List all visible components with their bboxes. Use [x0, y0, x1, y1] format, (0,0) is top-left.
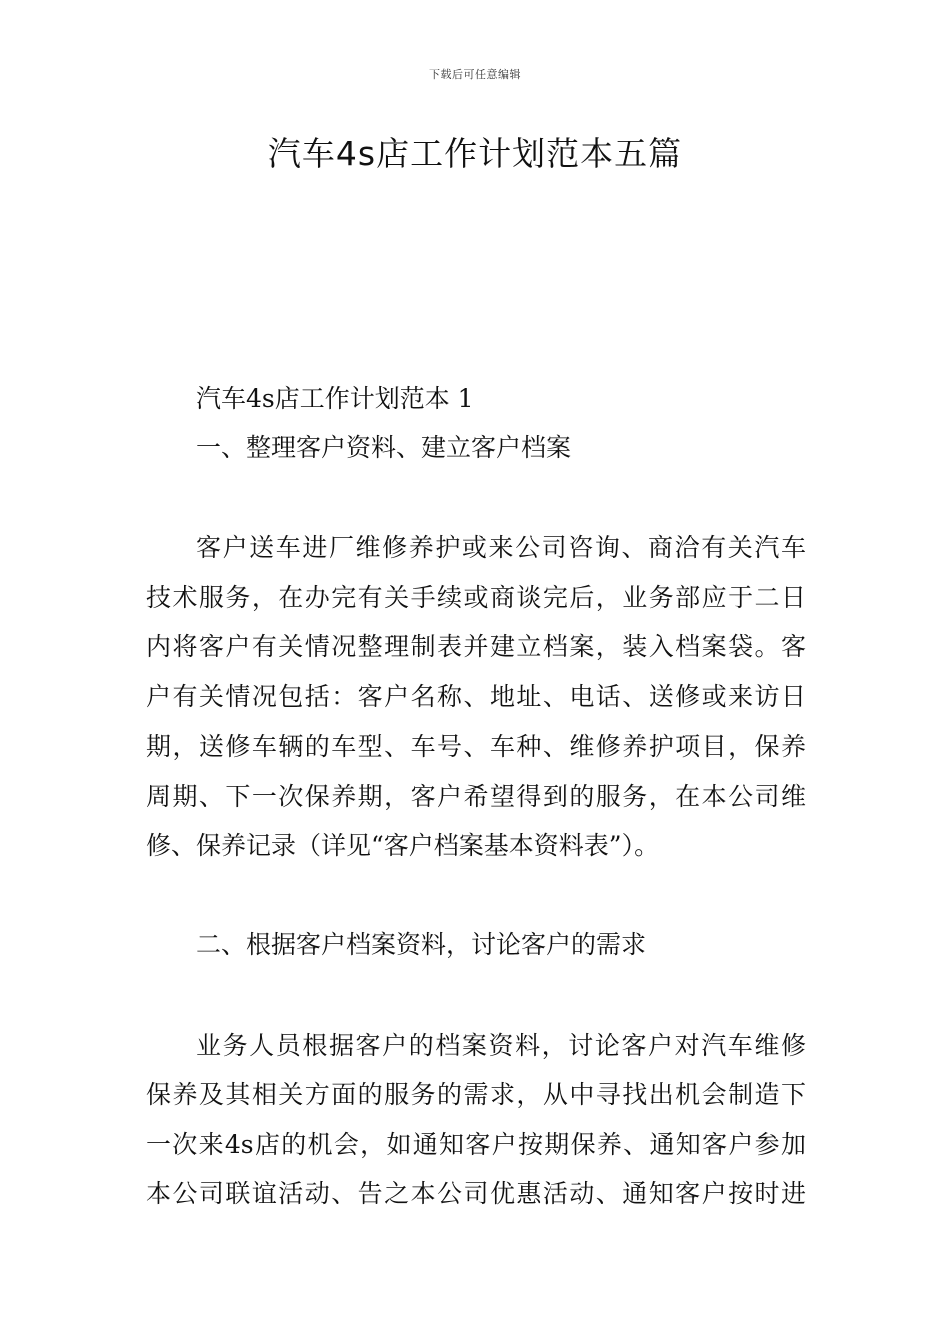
document-title: 汽车4s店工作计划范本五篇: [267, 134, 683, 173]
paragraph-1-line: 周期、下一次保养期，客户希望得到的服务，在本公司维: [146, 782, 806, 811]
paragraph-2-line: 一次来4s店的机会，如通知客户按期保养、通知客户参加: [146, 1130, 806, 1159]
paragraph-1-line: 期，送修车辆的车型、车号、车种、维修养护项目，保养: [146, 732, 806, 761]
heading-2: 二、根据客户档案资料，讨论客户的需求: [196, 930, 647, 959]
heading-1: 一、整理客户资料、建立客户档案: [196, 433, 572, 462]
header-note: 下载后可任意编辑: [429, 68, 521, 81]
paragraph-1-line: 户有关情况包括：客户名称、地址、电话、送修或来访日: [146, 682, 806, 711]
paragraph-2-line: 本公司联谊活动、告之本公司优惠活动、通知客户按时进: [146, 1179, 806, 1208]
paragraph-2-line: 业务人员根据客户的档案资料，讨论客户对汽车维修: [196, 1031, 806, 1060]
paragraph-2-line: 保养及其相关方面的服务的需求，从中寻找出机会制造下: [146, 1080, 806, 1109]
paragraph-1-line: 客户送车进厂维修养护或来公司咨询、商洽有关汽车: [196, 533, 806, 562]
paragraph-1-line: 修、保养记录（详见“客户档案基本资料表”）。: [146, 831, 660, 860]
section-title: 汽车4s店工作计划范本 1: [196, 384, 474, 413]
paragraph-1-line: 内将客户有关情况整理制表并建立档案，装入档案袋。客: [146, 632, 806, 661]
paragraph-1-line: 技术服务，在办完有关手续或商谈完后，业务部应于二日: [146, 583, 806, 612]
